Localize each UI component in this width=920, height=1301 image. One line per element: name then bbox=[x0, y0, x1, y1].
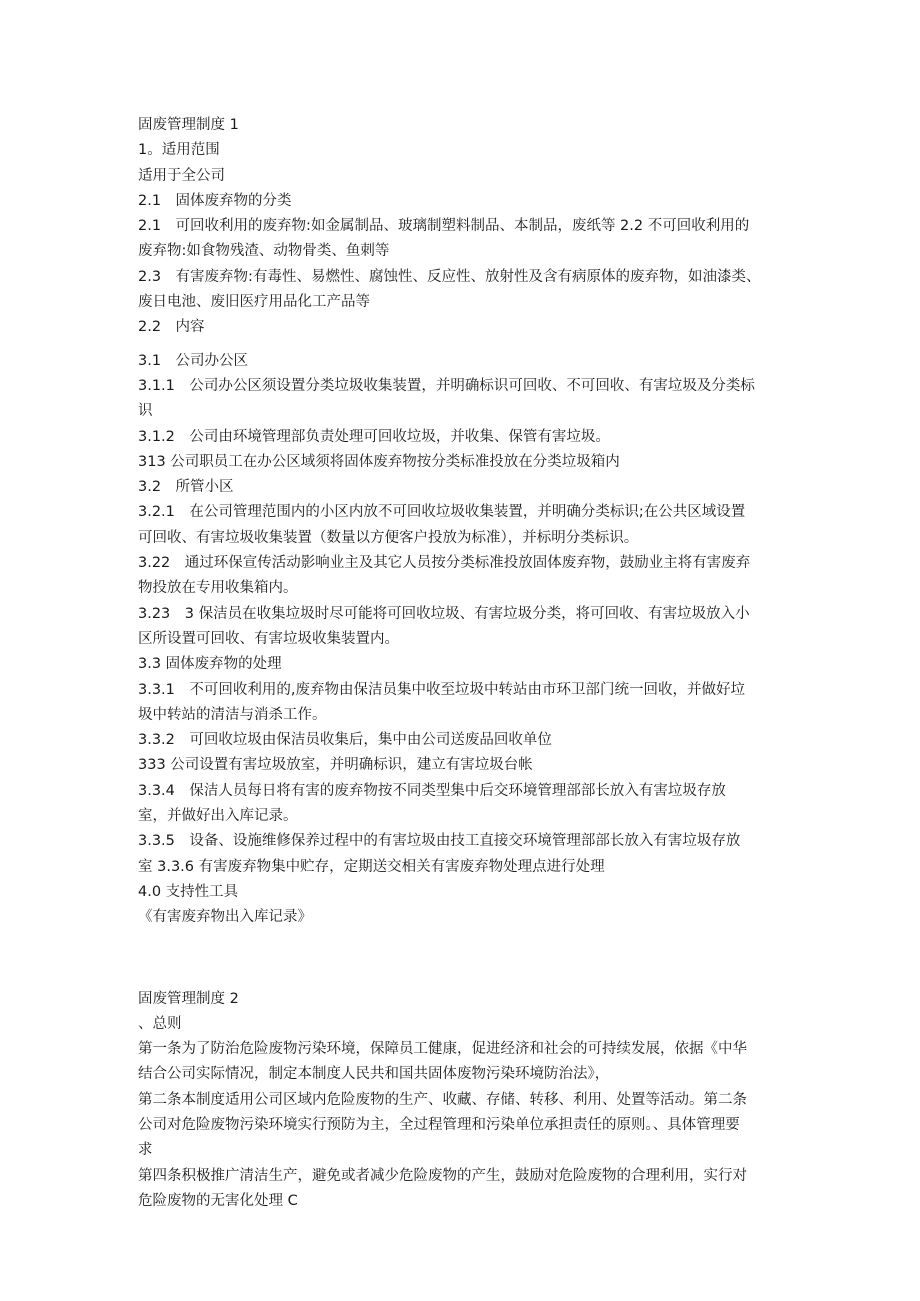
text-line: 313 公司职员工在办公区域须将固体废弃物按分类标准投放在分类垃圾箱内 bbox=[138, 453, 620, 470]
text-line: 、总则 bbox=[138, 1015, 182, 1032]
text-line: 3.1 公司办公区 bbox=[138, 352, 249, 369]
text-line: 3.23 3 保洁员在收集垃圾时尽可能将可回收垃圾、有害垃圾分类，将可回收、有害垃圾放入小 bbox=[138, 605, 750, 622]
text-line: 3.22 通过环保宣传活动影响业主及其它人员按分类标准投放固体废弃物，鼓励业主将有害废弃 bbox=[138, 555, 751, 572]
text-line: 物投放在专用收集箱内。 bbox=[138, 580, 298, 597]
text-line: 结合公司实际情况，制定本制度人民共和国共固体废物污染环境防治法》， bbox=[138, 1066, 610, 1083]
spacer bbox=[138, 341, 798, 349]
text-line: 《有害废弃物出入库记录》 bbox=[138, 909, 312, 926]
text-line: 公司对危险废物污染环境实行预防为主，全过程管理和污染单位承担责任的原则。、具体管理要 bbox=[138, 1116, 740, 1133]
text-line: 3.1.2 公司由环境管理部负责处理可回收垃圾，并收集、保管有害垃圾。 bbox=[138, 428, 610, 445]
text-line: 3.3 固体废弃物的处理 bbox=[138, 656, 282, 673]
text-line: 区所设置可回收、有害垃圾收集装置内。 bbox=[138, 630, 399, 647]
section2-title: 固废管理制度 2 bbox=[138, 990, 239, 1007]
text-line: 3.2 所管小区 bbox=[138, 479, 234, 496]
text-line: 危险废物的无害化处理 C bbox=[138, 1192, 298, 1209]
text-line: 3.2.1 在公司管理范围内的小区内放不可回收垃圾收集装置，并明确分类标识;在公共区域设置 bbox=[138, 504, 746, 521]
text-line: 第一条为了防治危险废物污染环境，保障员工健康，促进经济和社会的可持续发展，依据《中华 bbox=[138, 1041, 747, 1058]
text-line: 室，并做好出入库记录。 bbox=[138, 808, 298, 825]
text-line: 1。适用范围 bbox=[138, 142, 220, 159]
text-line: 3.3.2 可回收垃圾由保洁员收集后，集中由公司送废品回收单位 bbox=[138, 732, 552, 749]
text-line: 识 bbox=[138, 403, 153, 420]
text-line: 废日电池、废旧医疗用品化工产品等 bbox=[138, 294, 370, 311]
text-line: 圾中转站的清洁与消杀工作。 bbox=[138, 706, 327, 723]
text-line: 3.1.1 公司办公区须设置分类垃圾收集装置，并明确标识可回收、不可回收、有害垃圾及分类标 bbox=[138, 377, 755, 394]
text-line: 第二条本制度适用公司区域内危险废物的生产、收藏、存储、转移、利用、处置等活动。第二条 bbox=[138, 1091, 747, 1108]
text-line: 第四条积极推广清洁生产，避免或者减少危险废物的产生，鼓励对危险废物的合理利用，实行对 bbox=[138, 1167, 747, 1184]
section1-title: 固废管理制度 1 bbox=[138, 117, 239, 133]
document-body bbox=[138, 113, 798, 1214]
text-line: 2.1 固体废弃物的分类 bbox=[138, 192, 292, 209]
spacer bbox=[138, 931, 798, 987]
text-line: 2.3 有害废弃物:有毒性、易燃性、腐蚀性、反应性、放射性及含有病原体的废弃物，如油漆类、 bbox=[138, 268, 761, 285]
text-line: 4.0 支持性工具 bbox=[138, 883, 239, 900]
text-line: 适用于全公司 bbox=[138, 167, 225, 184]
text-line: 333 公司设置有害垃圾放室，并明确标识，建立有害垃圾台帐 bbox=[138, 757, 533, 774]
text-line: 3.3.5 设备、设施维修保养过程中的有害垃圾由技工直接交环境管理部部长放入有害垃圾存放 bbox=[138, 833, 741, 850]
text-line: 可回收、有害垃圾收集装置（数量以方便客户投放为标准），并标明分类标识。 bbox=[138, 529, 639, 546]
text-line: 3.3.1 不可回收利用的,废弃物由保洁员集中收至垃圾中转站由市环卫部门统一回收，并做好垃 bbox=[138, 681, 745, 698]
text-line: 2.2 内容 bbox=[138, 319, 205, 336]
text-line: 2.1 可回收利用的废弃物:如金属制品、玻璃制塑料制品、本制品，废纸等 2.2 不可回收利用的 bbox=[138, 218, 750, 235]
text-line: 废弃物:如食物残渣、动物骨类、鱼刺等 bbox=[138, 243, 390, 260]
text-line: 3.3.4 保洁人员每日将有害的废弃物按不同类型集中后交环境管理部部长放入有害垃圾存放 bbox=[138, 782, 726, 799]
text-line: 室 3.3.6 有害废弃物集中贮存，定期送交相关有害废弃物处理点进行处理 bbox=[138, 858, 605, 875]
text-line: 求 bbox=[138, 1142, 153, 1159]
